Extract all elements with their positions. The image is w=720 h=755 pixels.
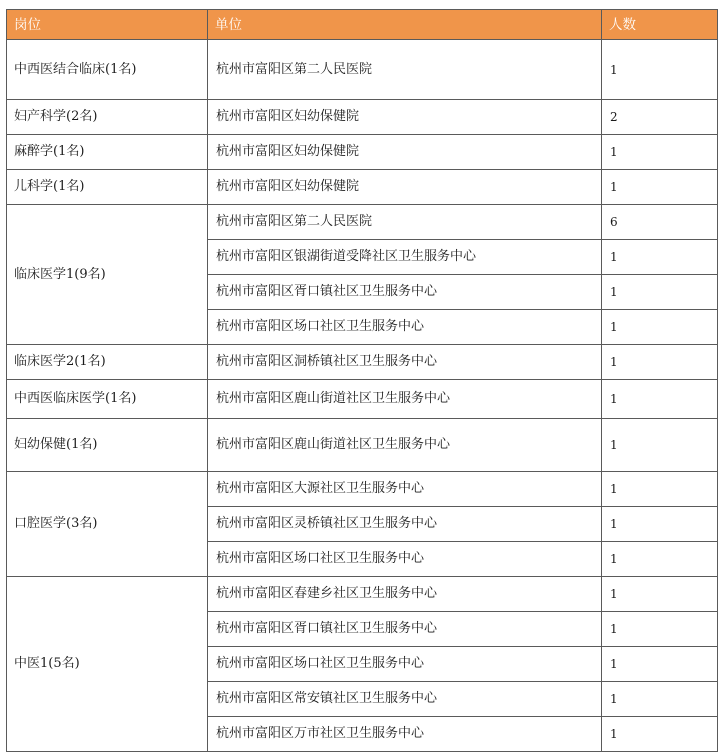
- count-cell: 1: [602, 419, 718, 472]
- position-cell: 中医1(5名): [7, 577, 208, 752]
- count-cell: 2: [602, 100, 718, 135]
- position-cell: 口腔医学(3名): [7, 472, 208, 577]
- unit-cell: 杭州市富阳区灵桥镇社区卫生服务中心: [208, 507, 602, 542]
- count-cell: 1: [602, 380, 718, 419]
- table-row: [7, 577, 718, 612]
- count-cell: 1: [602, 682, 718, 717]
- count-cell: 1: [602, 472, 718, 507]
- position-cell: 临床医学1(9名): [7, 205, 208, 345]
- table-body: [7, 40, 718, 752]
- unit-cell: 杭州市富阳区场口社区卫生服务中心: [208, 542, 602, 577]
- count-cell: 1: [602, 577, 718, 612]
- count-cell: 6: [602, 205, 718, 240]
- count-cell: 1: [602, 717, 718, 752]
- table-row: [7, 100, 718, 135]
- count-cell: 1: [602, 542, 718, 577]
- position-cell: 麻醉学(1名): [7, 135, 208, 170]
- count-cell: 1: [602, 345, 718, 380]
- unit-cell: 杭州市富阳区妇幼保健院: [208, 170, 602, 205]
- count-cell: 1: [602, 240, 718, 275]
- unit-cell: 杭州市富阳区大源社区卫生服务中心: [208, 472, 602, 507]
- count-cell: 1: [602, 170, 718, 205]
- unit-cell: 杭州市富阳区场口社区卫生服务中心: [208, 310, 602, 345]
- unit-cell: 杭州市富阳区胥口镇社区卫生服务中心: [208, 275, 602, 310]
- count-cell: 1: [602, 612, 718, 647]
- position-cell: 临床医学2(1名): [7, 345, 208, 380]
- header-unit: 单位: [208, 10, 602, 40]
- table-row: [7, 170, 718, 205]
- count-cell: 1: [602, 135, 718, 170]
- table-header: [7, 10, 718, 40]
- unit-cell: 杭州市富阳区鹿山街道社区卫生服务中心: [208, 419, 602, 472]
- unit-cell: 杭州市富阳区鹿山街道社区卫生服务中心: [208, 380, 602, 419]
- table-row: [7, 205, 718, 240]
- count-cell: 1: [602, 275, 718, 310]
- unit-cell: 杭州市富阳区春建乡社区卫生服务中心: [208, 577, 602, 612]
- table-row: [7, 419, 718, 472]
- table-row: [7, 380, 718, 419]
- count-cell: 1: [602, 507, 718, 542]
- position-cell: 妇产科学(2名): [7, 100, 208, 135]
- unit-cell: 杭州市富阳区妇幼保健院: [208, 100, 602, 135]
- unit-cell: 杭州市富阳区妇幼保健院: [208, 135, 602, 170]
- table-row: [7, 135, 718, 170]
- unit-cell: 杭州市富阳区洞桥镇社区卫生服务中心: [208, 345, 602, 380]
- unit-cell: 杭州市富阳区常安镇社区卫生服务中心: [208, 682, 602, 717]
- position-cell: 中西医临床医学(1名): [7, 380, 208, 419]
- unit-cell: 杭州市富阳区第二人民医院: [208, 40, 602, 100]
- count-cell: 1: [602, 40, 718, 100]
- header-count: 人数: [602, 10, 718, 40]
- unit-cell: 杭州市富阳区第二人民医院: [208, 205, 602, 240]
- positions-table: [6, 9, 718, 752]
- position-cell: 妇幼保健(1名): [7, 419, 208, 472]
- unit-cell: 杭州市富阳区万市社区卫生服务中心: [208, 717, 602, 752]
- unit-cell: 杭州市富阳区场口社区卫生服务中心: [208, 647, 602, 682]
- table-row: [7, 345, 718, 380]
- table-row: [7, 472, 718, 507]
- header-position: 岗位: [7, 10, 208, 40]
- header-row: [7, 10, 718, 40]
- unit-cell: 杭州市富阳区胥口镇社区卫生服务中心: [208, 612, 602, 647]
- position-cell: 儿科学(1名): [7, 170, 208, 205]
- count-cell: 1: [602, 647, 718, 682]
- unit-cell: 杭州市富阳区银湖街道受降社区卫生服务中心: [208, 240, 602, 275]
- count-cell: 1: [602, 310, 718, 345]
- table-row: [7, 40, 718, 100]
- position-cell: 中西医结合临床(1名): [7, 40, 208, 100]
